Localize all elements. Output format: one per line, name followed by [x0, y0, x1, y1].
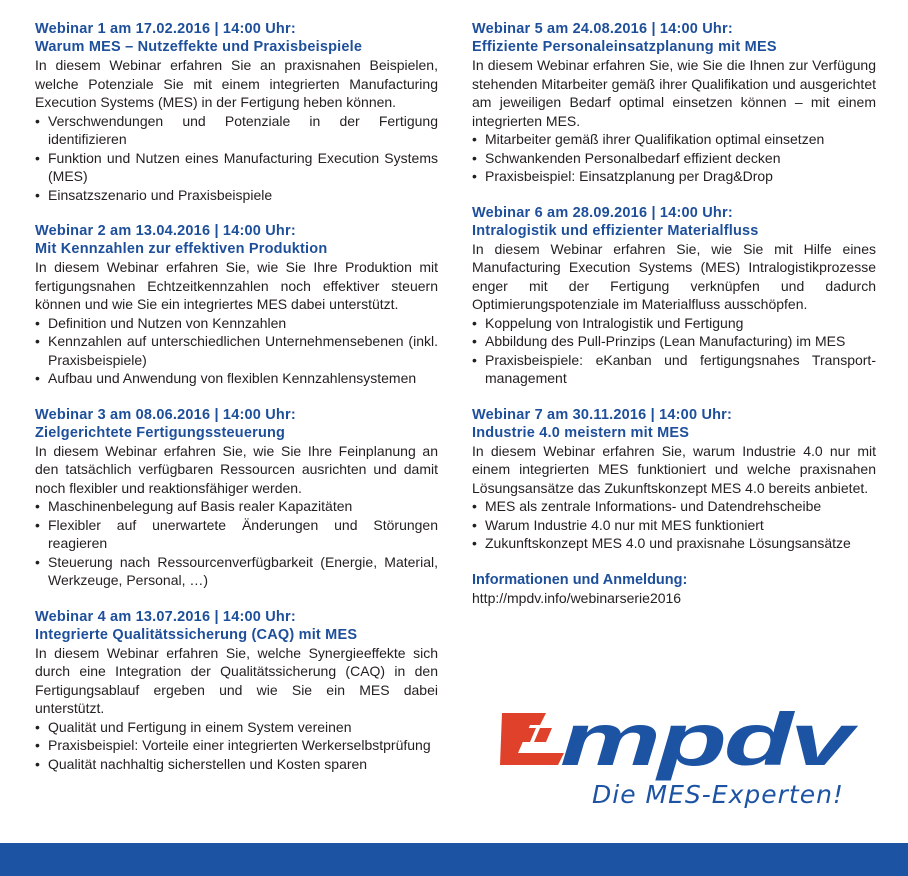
list-item: • Zukunftskonzept MES 4.0 und praxisnahe Lösungsansätze	[472, 534, 876, 553]
list-item: • MES als zentrale Informations- und Datendrehscheibe	[472, 497, 876, 516]
webinar-title: Integrierte Qualitätssicherung (CAQ) mit MES	[35, 626, 358, 643]
list-item: • Qualität nachhaltig sicherstellen und Kosten sparen	[35, 755, 438, 774]
webinar-7	[472, 406, 876, 553]
logo-wordmark: mpdv	[560, 698, 859, 781]
list-item: • Praxisbeispiel: Einsatzplanung per Drag&Drop	[472, 167, 876, 186]
list-item: • Einsatzszenario und Praxisbeispiele	[35, 186, 438, 205]
webinar-date: Webinar 6 am 28.09.2016 | 14:00 Uhr:	[472, 204, 733, 221]
list-item: • Warum Industrie 4.0 nur mit MES funktioniert	[472, 516, 876, 535]
webinar-date: Webinar 1 am 17.02.2016 | 14:00 Uhr:	[35, 21, 296, 37]
list-item: • Verschwendungen und Potenziale in der Fertigung identifizieren	[35, 112, 438, 149]
left-column	[35, 20, 438, 791]
webinar-5	[472, 20, 876, 186]
mpdv-logo	[480, 695, 870, 815]
webinar-description: In diesem Webinar erfahren Sie, wie Sie mit Hilfe eines Manufacturing Execution Systems (MES) Intralogistikprozesse enger mit der Fertigung verknüpfen und dadurch Optimierungspotenziale im Materialfluss ausschöpfen.	[472, 240, 876, 312]
info-section	[472, 571, 876, 608]
webinar-date: Webinar 7 am 30.11.2016 | 14:00 Uhr:	[472, 406, 733, 423]
webinar-title: Zielgerichtete Fertigungssteuerung	[35, 424, 286, 441]
webinar-1	[35, 20, 438, 204]
logo-mark-icon	[500, 713, 564, 765]
list-item: • Praxisbeispiel: Vorteile einer integrierten Werkerselbstprüfung	[35, 736, 438, 755]
list-item: • Flexibler auf unerwartete Änderungen und Störungen reagieren	[35, 516, 438, 553]
webinar-title: Intralogistik und effizienter Materialfluss	[472, 222, 759, 239]
webinar-title: Mit Kennzahlen zur effektiven Produktion	[35, 241, 328, 257]
webinar-4	[35, 608, 438, 774]
list-item: • Steuerung nach Ressourcenverfügbarkeit (Energie, Material, Werkzeuge, Personal, …)	[35, 553, 438, 590]
webinar-date: Webinar 2 am 13.04.2016 | 14:00 Uhr:	[35, 223, 296, 239]
webinar-3	[35, 406, 438, 590]
list-item: • Mitarbeiter gemäß ihrer Qualifikation optimal einsetzen	[472, 130, 876, 149]
list-item: • Funktion und Nutzen eines Manufacturing Execution Systems (MES)	[35, 149, 438, 186]
right-column	[472, 20, 876, 607]
webinar-topics	[472, 314, 876, 388]
list-item: • Definition und Nutzen von Kennzahlen	[35, 314, 438, 333]
webinar-topics	[35, 497, 438, 590]
webinar-title: Industrie 4.0 meistern mit MES	[472, 424, 690, 441]
list-item: • Koppelung von Intralogistik und Fertigung	[472, 314, 876, 333]
webinar-date: Webinar 5 am 24.08.2016 | 14:00 Uhr:	[472, 21, 733, 37]
webinar-description: In diesem Webinar erfahren Sie, wie Sie die Ihnen zur Verfügung stehenden Mitarbeiter gemäß ihrer Qualifikation und ausgerichtet am jeweiligen Bedarf optimal einsetzen können – mit einem integrierten MES.	[472, 57, 876, 129]
bottom-bar	[0, 843, 908, 876]
info-title: Informationen und Anmeldung:	[472, 571, 688, 588]
webinar-description: In diesem Webinar erfahren Sie, warum Industrie 4.0 nur mit einem integrierten MES funktioniert und welche praxisnahen Lösungsansätze das Zukunftskonzept MES 4.0 bereits anbietet.	[472, 442, 876, 496]
webinar-topics	[35, 718, 438, 774]
webinar-description: In diesem Webinar erfahren Sie, wie Sie Ihre Produktion mit fertigungsnahen Echtzeitkennzahlen noch effektiver steuern können und wie Sie ein integriertes MES dabei unterstützt.	[35, 259, 438, 312]
list-item: • Maschinenbelegung auf Basis realer Kapazitäten	[35, 497, 438, 516]
list-item: • Praxisbeispiele: eKanban und fertigungsnahes Transportmanagement	[472, 351, 876, 388]
info-link[interactable]: http://mpdv.info/webinarserie2016	[472, 589, 682, 606]
webinar-topics	[472, 497, 876, 553]
list-item: • Qualität und Fertigung in einem System vereinen	[35, 718, 438, 737]
logo-tagline: Die MES-Experten!	[592, 780, 844, 809]
list-item: • Abbildung des Pull-Prinzips (Lean Manufacturing) im MES	[472, 332, 876, 351]
webinar-topics	[35, 112, 438, 205]
list-item: • Schwankenden Personalbedarf effizient decken	[472, 149, 876, 168]
webinar-6	[472, 204, 876, 388]
list-item: • Kennzahlen auf unterschiedlichen Unternehmensebenen (inkl. Praxisbeispiele)	[35, 332, 438, 369]
webinar-description: In diesem Webinar erfahren Sie an praxisnahen Beispielen, welche Potenziale Sie mit einem integrierten Manufacturing Execution Systems (MES) in der Fertigung heben können.	[35, 57, 438, 110]
list-item: • Aufbau und Anwendung von flexiblen Kennzahlensystemen	[35, 369, 438, 388]
webinar-date: Webinar 4 am 13.07.2016 | 14:00 Uhr:	[35, 608, 296, 625]
webinar-description: In diesem Webinar erfahren Sie, wie Sie Ihre Feinplanung an den tatsächlich verfügbaren Ressourcen ausrichten und damit noch flexibler und reaktionsfähiger werden.	[35, 442, 438, 496]
webinar-2	[35, 222, 438, 388]
webinar-date: Webinar 3 am 08.06.2016 | 14:00 Uhr:	[35, 406, 296, 423]
webinar-title: Warum MES – Nutzeffekte und Praxisbeispiele	[35, 39, 363, 55]
webinar-description: In diesem Webinar erfahren Sie, welche Synergieeffekte sich durch eine Integration der Qualitätssicherung (CAQ) in den Fertigungsablauf ergeben und wie Sie ein MES dabei unterstützt.	[35, 644, 438, 716]
webinar-topics	[472, 130, 876, 186]
webinar-topics	[35, 314, 438, 388]
webinar-title: Effiziente Personaleinsatzplanung mit MES	[472, 39, 777, 55]
